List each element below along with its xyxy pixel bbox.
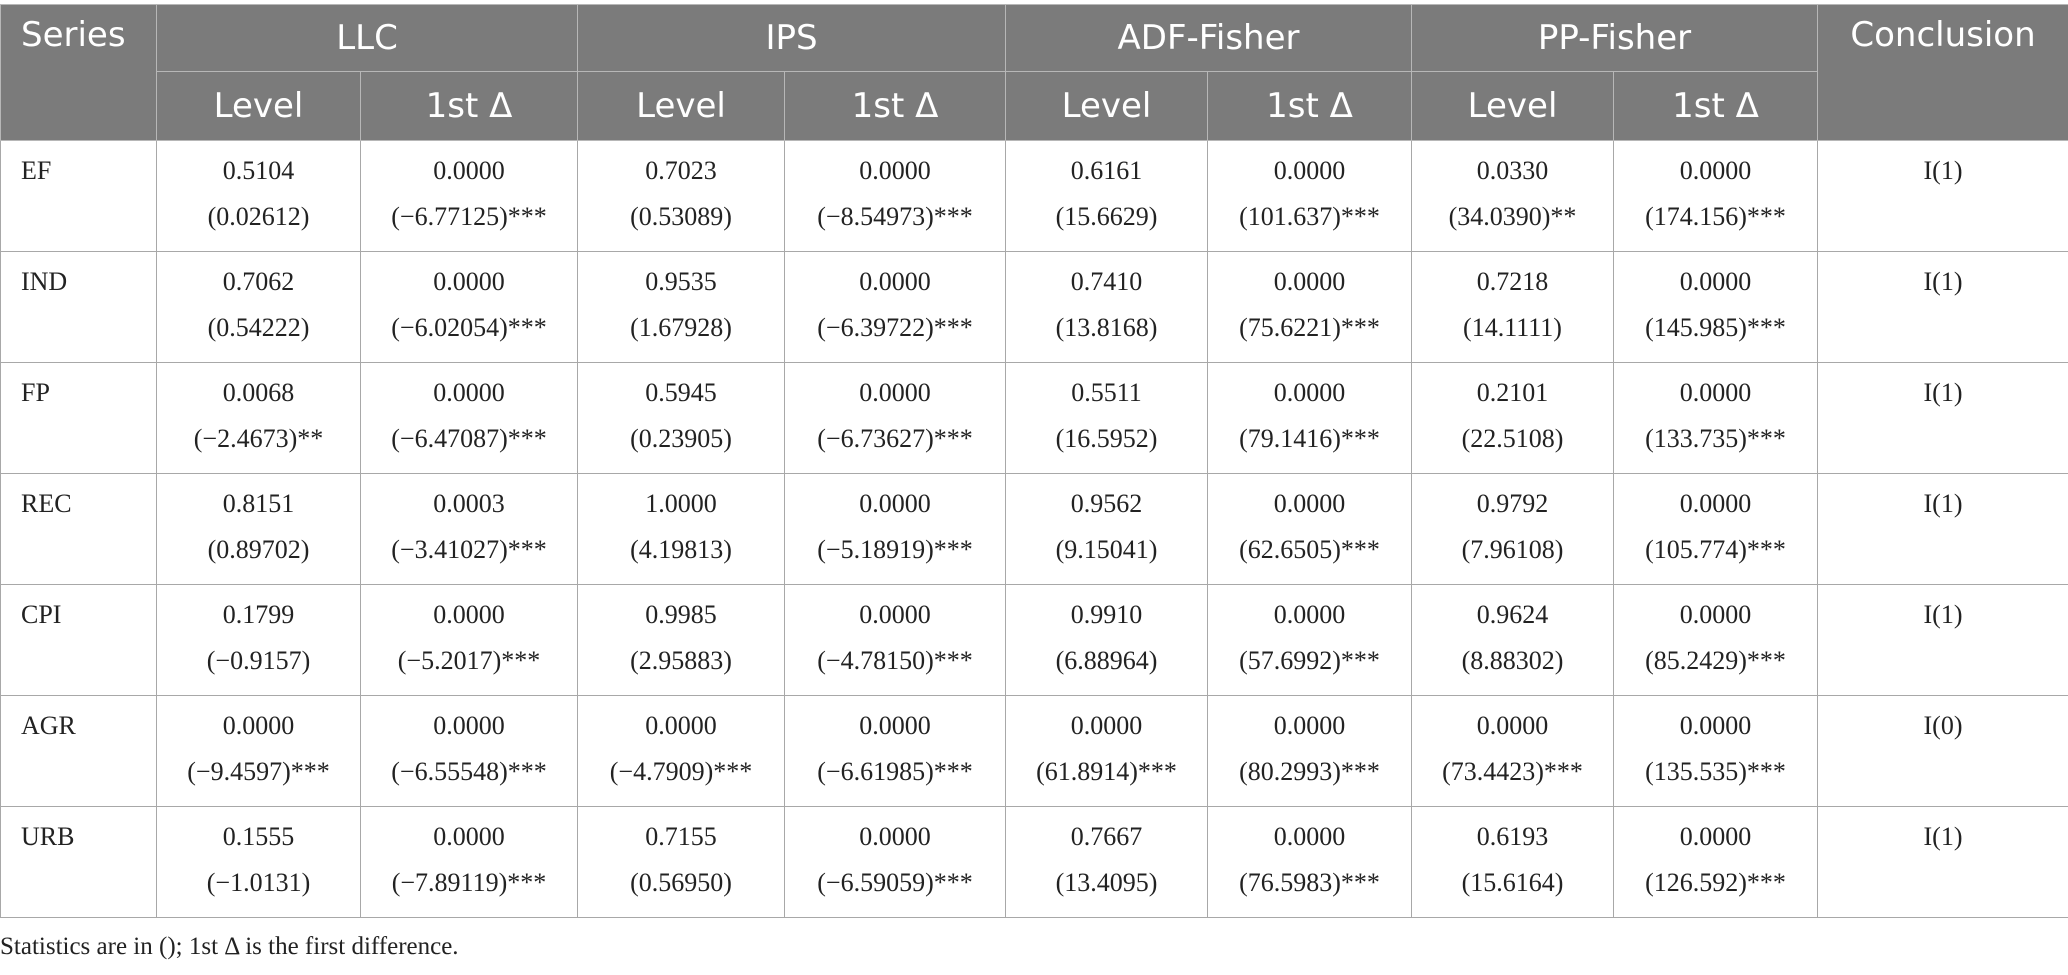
table-row xyxy=(1,696,2068,807)
group-header-ips: IPS xyxy=(578,5,1006,72)
p-value: 0.0000 xyxy=(433,378,505,407)
value-cell xyxy=(157,585,361,696)
p-value: 0.9985 xyxy=(645,600,717,629)
series-label: FP xyxy=(21,378,50,407)
table-row xyxy=(1,807,2068,918)
p-value: 0.0000 xyxy=(859,600,931,629)
test-statistic: (0.23905) xyxy=(630,424,732,453)
p-value: 0.0000 xyxy=(859,267,931,296)
p-value: 0.0000 xyxy=(433,267,505,296)
p-value: 0.0000 xyxy=(1273,600,1346,629)
test-statistic: (4.19813) xyxy=(630,535,732,564)
value-cell xyxy=(1006,696,1208,807)
test-statistic: (−4.78150)*** xyxy=(817,646,973,675)
p-value: 0.6161 xyxy=(1070,156,1143,185)
table-row xyxy=(1,252,2068,363)
value-cell xyxy=(785,141,1006,252)
value-cell xyxy=(1412,474,1614,585)
test-statistic: (2.95883) xyxy=(630,646,732,675)
value-cell xyxy=(785,252,1006,363)
p-value: 0.0330 xyxy=(1476,156,1549,185)
p-value: 0.0000 xyxy=(222,711,295,740)
value-cell xyxy=(1412,807,1614,918)
p-value: 0.0000 xyxy=(1273,378,1346,407)
test-statistic: (0.56950) xyxy=(630,868,732,897)
conclusion-cell xyxy=(1818,363,2068,474)
value-cell xyxy=(1412,585,1614,696)
conclusion-cell xyxy=(1818,585,2068,696)
p-value: 0.0000 xyxy=(1476,711,1549,740)
conclusion-cell xyxy=(1818,696,2068,807)
value-cell xyxy=(1006,474,1208,585)
test-statistic: (−2.4673)** xyxy=(193,424,324,453)
value-cell xyxy=(578,363,785,474)
test-statistic: (13.8168) xyxy=(1055,313,1158,342)
test-statistic: (75.6221)*** xyxy=(1239,313,1380,342)
test-statistic: (76.5983)*** xyxy=(1239,868,1380,897)
value-cell xyxy=(1208,474,1412,585)
test-statistic: (126.592)*** xyxy=(1645,868,1786,897)
test-statistic: (−3.41027)*** xyxy=(391,535,547,564)
value-cell xyxy=(578,585,785,696)
value-cell xyxy=(1614,252,1818,363)
p-value: 0.0000 xyxy=(645,711,717,740)
p-value: 0.0000 xyxy=(859,711,931,740)
conclusion-header: Conclusion xyxy=(1818,5,2068,141)
test-statistic: (73.4423)*** xyxy=(1442,757,1583,786)
value-cell xyxy=(1208,252,1412,363)
value-cell xyxy=(361,696,578,807)
test-statistic: (1.67928) xyxy=(630,313,732,342)
value-cell xyxy=(1006,141,1208,252)
test-statistic: (34.0390)** xyxy=(1448,202,1577,231)
value-cell xyxy=(1006,807,1208,918)
p-value: 0.0003 xyxy=(433,489,505,518)
p-value: 0.1799 xyxy=(222,600,295,629)
table-header xyxy=(1,5,2068,141)
table-row xyxy=(1,141,2068,252)
test-statistic: (16.5952) xyxy=(1055,424,1158,453)
p-value: 0.0000 xyxy=(1679,711,1752,740)
series-label: URB xyxy=(21,822,75,851)
test-statistic: (0.54222) xyxy=(207,313,310,342)
test-statistic: (−5.2017)*** xyxy=(397,646,541,675)
test-statistic: (−9.4597)*** xyxy=(187,757,330,786)
value-cell xyxy=(1614,363,1818,474)
p-value: 0.9910 xyxy=(1070,600,1143,629)
value-cell xyxy=(1614,696,1818,807)
conclusion-cell xyxy=(1818,474,2068,585)
test-statistic: (0.02612) xyxy=(207,202,310,231)
test-statistic: (−6.59059)*** xyxy=(817,868,973,897)
test-statistic: (−5.18919)*** xyxy=(817,535,973,564)
test-statistic: (−8.54973)*** xyxy=(817,202,973,231)
p-value: 0.0000 xyxy=(1273,822,1346,851)
p-value: 0.9562 xyxy=(1070,489,1143,518)
p-value: 0.9792 xyxy=(1476,489,1549,518)
series-label: EF xyxy=(21,156,52,185)
first-diff-header: 1st Δ xyxy=(785,72,1006,141)
value-cell xyxy=(1208,141,1412,252)
series-cell xyxy=(1,252,157,363)
level-header: Level xyxy=(1412,72,1614,141)
test-statistic: (15.6164) xyxy=(1461,868,1564,897)
test-statistic: (145.985)*** xyxy=(1645,313,1786,342)
value-cell xyxy=(1614,474,1818,585)
p-value: 0.7218 xyxy=(1476,267,1549,296)
value-cell xyxy=(1614,585,1818,696)
p-value: 0.0000 xyxy=(1273,711,1346,740)
value-cell xyxy=(361,807,578,918)
conclusion-value: I(0) xyxy=(1923,711,1963,740)
value-cell xyxy=(1006,363,1208,474)
conclusion-value: I(1) xyxy=(1923,267,1963,296)
series-label: REC xyxy=(21,489,72,518)
p-value: 0.0000 xyxy=(1679,489,1752,518)
test-statistic: (133.735)*** xyxy=(1645,424,1786,453)
table-body xyxy=(1,141,2068,918)
p-value: 0.0000 xyxy=(433,822,505,851)
value-cell xyxy=(1006,585,1208,696)
test-statistic: (15.6629) xyxy=(1055,202,1158,231)
test-statistic: (80.2993)*** xyxy=(1239,757,1380,786)
value-cell xyxy=(1208,585,1412,696)
test-statistic: (174.156)*** xyxy=(1645,202,1786,231)
table-row xyxy=(1,474,2068,585)
value-cell xyxy=(1208,363,1412,474)
value-cell xyxy=(1006,252,1208,363)
unit-root-table xyxy=(0,4,2068,918)
p-value: 0.5104 xyxy=(222,156,295,185)
test-statistic: (0.53089) xyxy=(630,202,732,231)
series-header: Series xyxy=(1,5,157,141)
p-value: 0.2101 xyxy=(1476,378,1549,407)
p-value: 0.5945 xyxy=(645,378,717,407)
value-cell xyxy=(157,474,361,585)
value-cell xyxy=(1614,807,1818,918)
p-value: 0.0000 xyxy=(1679,822,1752,851)
test-statistic: (−0.9157) xyxy=(206,646,311,675)
conclusion-value: I(1) xyxy=(1923,378,1963,407)
first-diff-header: 1st Δ xyxy=(1614,72,1818,141)
table-row xyxy=(1,363,2068,474)
conclusion-value: I(1) xyxy=(1923,156,1963,185)
group-header-adf-fisher: ADF-Fisher xyxy=(1006,5,1412,72)
test-statistic: (61.8914)*** xyxy=(1036,757,1177,786)
test-statistic: (85.2429)*** xyxy=(1645,646,1786,675)
p-value: 0.5511 xyxy=(1071,378,1142,407)
group-header-llc: LLC xyxy=(157,5,578,72)
test-statistic: (8.88302) xyxy=(1461,646,1564,675)
value-cell xyxy=(578,696,785,807)
test-statistic: (57.6992)*** xyxy=(1239,646,1380,675)
level-header: Level xyxy=(1006,72,1208,141)
p-value: 0.7062 xyxy=(222,267,295,296)
series-cell xyxy=(1,807,157,918)
series-cell xyxy=(1,474,157,585)
value-cell xyxy=(1412,363,1614,474)
test-statistic: (105.774)*** xyxy=(1645,535,1786,564)
value-cell xyxy=(361,252,578,363)
p-value: 0.0000 xyxy=(433,156,505,185)
test-statistic: (−4.7909)*** xyxy=(609,757,753,786)
p-value: 0.0000 xyxy=(859,822,931,851)
p-value: 0.0000 xyxy=(859,156,931,185)
value-cell xyxy=(785,807,1006,918)
value-cell xyxy=(361,141,578,252)
p-value: 0.7410 xyxy=(1070,267,1143,296)
test-statistic: (13.4095) xyxy=(1055,868,1158,897)
value-cell xyxy=(157,252,361,363)
first-diff-header: 1st Δ xyxy=(361,72,578,141)
p-value: 0.0000 xyxy=(1273,267,1346,296)
test-statistic: (−1.0131) xyxy=(206,868,311,897)
p-value: 0.8151 xyxy=(222,489,295,518)
series-cell xyxy=(1,696,157,807)
value-cell xyxy=(1208,807,1412,918)
series-cell xyxy=(1,363,157,474)
value-cell xyxy=(157,363,361,474)
p-value: 0.0000 xyxy=(1070,711,1143,740)
series-cell xyxy=(1,141,157,252)
test-statistic: (−6.39722)*** xyxy=(817,313,973,342)
conclusion-value: I(1) xyxy=(1923,600,1963,629)
value-cell xyxy=(1412,696,1614,807)
value-cell xyxy=(157,807,361,918)
test-statistic: (−6.02054)*** xyxy=(391,313,547,342)
table-footnote: Statistics are in (); 1st Δ is the first difference. xyxy=(0,933,459,960)
value-cell xyxy=(1412,252,1614,363)
p-value: 0.7155 xyxy=(645,822,717,851)
p-value: 0.0000 xyxy=(1273,489,1346,518)
p-value: 0.0000 xyxy=(1679,267,1752,296)
value-cell xyxy=(785,363,1006,474)
test-statistic: (22.5108) xyxy=(1461,424,1564,453)
level-header: Level xyxy=(578,72,785,141)
value-cell xyxy=(1208,696,1412,807)
test-statistic: (0.89702) xyxy=(207,535,310,564)
p-value: 0.1555 xyxy=(222,822,295,851)
p-value: 0.9535 xyxy=(645,267,717,296)
level-header: Level xyxy=(157,72,361,141)
conclusion-cell xyxy=(1818,252,2068,363)
p-value: 0.0000 xyxy=(859,378,931,407)
value-cell xyxy=(157,696,361,807)
test-statistic: (62.6505)*** xyxy=(1239,535,1380,564)
test-statistic: (−6.47087)*** xyxy=(391,424,547,453)
p-value: 1.0000 xyxy=(645,489,717,518)
value-cell xyxy=(785,474,1006,585)
test-statistic: (79.1416)*** xyxy=(1239,424,1380,453)
p-value: 0.7667 xyxy=(1070,822,1143,851)
p-value: 0.0000 xyxy=(1679,600,1752,629)
p-value: 0.7023 xyxy=(645,156,717,185)
series-label: AGR xyxy=(21,711,76,740)
test-statistic: (101.637)*** xyxy=(1239,202,1380,231)
test-statistic: (−7.89119)*** xyxy=(391,868,547,897)
p-value: 0.0000 xyxy=(1679,378,1752,407)
value-cell xyxy=(361,363,578,474)
value-cell xyxy=(1614,141,1818,252)
value-cell xyxy=(578,807,785,918)
test-statistic: (6.88964) xyxy=(1055,646,1158,675)
first-diff-header: 1st Δ xyxy=(1208,72,1412,141)
p-value: 0.0000 xyxy=(859,489,931,518)
p-value: 0.0068 xyxy=(222,378,295,407)
value-cell xyxy=(157,141,361,252)
test-statistic: (−6.73627)*** xyxy=(817,424,973,453)
p-value: 0.6193 xyxy=(1476,822,1549,851)
p-value: 0.0000 xyxy=(433,600,505,629)
value-cell xyxy=(1412,141,1614,252)
test-statistic: (−6.55548)*** xyxy=(391,757,547,786)
group-header-pp-fisher: PP-Fisher xyxy=(1412,5,1818,72)
p-value: 0.9624 xyxy=(1476,600,1549,629)
value-cell xyxy=(361,585,578,696)
test-statistic: (135.535)*** xyxy=(1645,757,1786,786)
conclusion-cell xyxy=(1818,141,2068,252)
table-row xyxy=(1,585,2068,696)
series-cell xyxy=(1,585,157,696)
p-value: 0.0000 xyxy=(1679,156,1752,185)
value-cell xyxy=(578,252,785,363)
value-cell xyxy=(578,141,785,252)
test-statistic: (−6.77125)*** xyxy=(391,202,547,231)
test-statistic: (7.96108) xyxy=(1461,535,1564,564)
conclusion-value: I(1) xyxy=(1923,822,1963,851)
test-statistic: (9.15041) xyxy=(1055,535,1158,564)
series-label: CPI xyxy=(21,600,62,629)
test-statistic: (−6.61985)*** xyxy=(817,757,973,786)
conclusion-cell xyxy=(1818,807,2068,918)
value-cell xyxy=(578,474,785,585)
value-cell xyxy=(785,696,1006,807)
value-cell xyxy=(361,474,578,585)
p-value: 0.0000 xyxy=(433,711,505,740)
conclusion-value: I(1) xyxy=(1923,489,1963,518)
p-value: 0.0000 xyxy=(1273,156,1346,185)
value-cell xyxy=(785,585,1006,696)
series-label: IND xyxy=(21,267,68,296)
test-statistic: (14.1111) xyxy=(1463,313,1562,342)
